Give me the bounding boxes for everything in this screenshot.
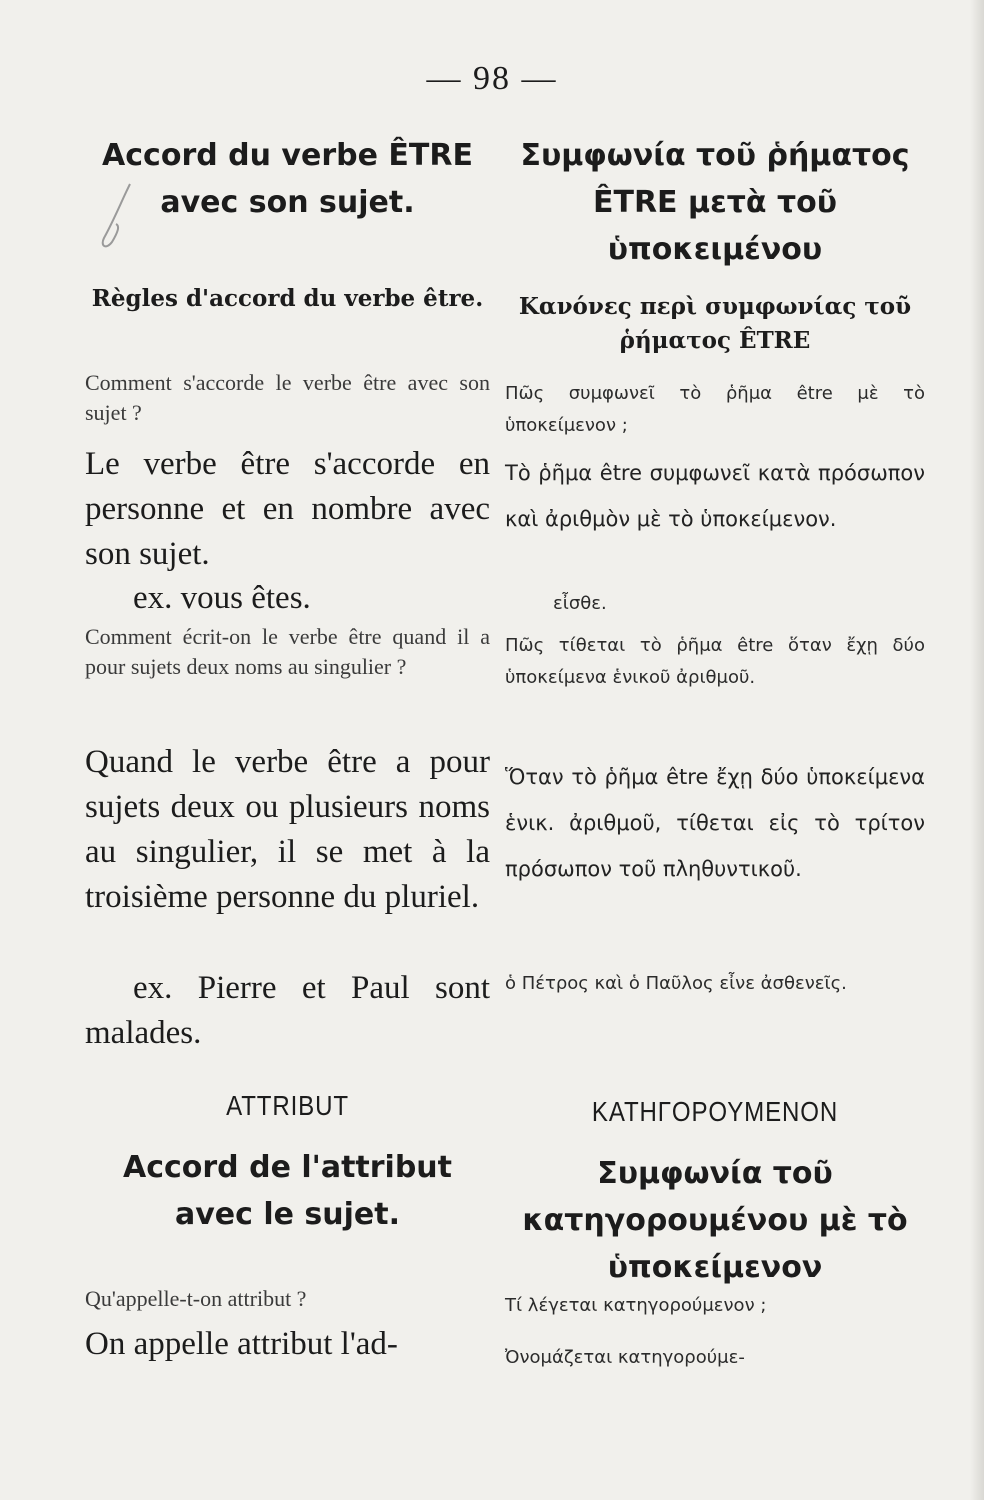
greek-section-heading: ΚΑΤΗΓΟΡΟΥΜΕΝΟΝ [591,1096,839,1127]
greek-example-1: εἶσθε. [553,593,607,614]
french-example-1: ex. vous êtes. [133,580,311,616]
french-section-heading: ATTRIBUT [226,1090,349,1121]
greek-question-3: Τί λέγεται κατηγορούμενον ; [505,1295,767,1316]
greek-title: Συμφωνία τοῦ ῥήματος ÊTRE μετὰ τοῦ ὑποκειμένου [520,138,910,267]
greek-example-2: ὁ Πέτρος καὶ ὁ Παῦλος εἶνε ἀσθενεῖς. [505,973,847,994]
greek-title-2: Συμφωνία τοῦ κατηγορουμένου μὲ τὸ ὑποκείμενον [522,1156,908,1285]
greek-question-2: Πῶς τίθεται τὸ ῥῆμα être ὅταν ἔχῃ δύο ὑποκείμενα ἑνικοῦ ἀριθμοῦ. [505,635,925,688]
greek-rules-title: Κανόνες περὶ συμφωνίας τοῦ ῥήματος ÊTRE [518,293,912,354]
french-example-2: ex. Pierre et Paul sont malades. [85,970,490,1051]
french-question-1: Comment s'accorde le verbe être avec son sujet ? [85,370,490,425]
french-question-3: Qu'appelle-t-on attribut ? [85,1286,307,1311]
greek-question-1: Πῶς συμφωνεῖ τὸ ῥῆμα être μὲ τὸ ὑποκείμενον ; [505,383,925,436]
french-title: Accord du verbe ÊTRE avec son sujet. [102,138,473,220]
french-title-2: Accord de l'attribut avec le sujet. [122,1150,453,1232]
greek-answer-3: Ὀνομάζεται κατηγορούμε- [505,1347,745,1368]
page-edge [970,0,984,1500]
greek-answer-2: Ὅταν τὸ ῥῆμα être ἔχῃ δύο ὑποκείμενα ἑνικ. ἀριθμοῦ, τίθεται εἰς τὸ τρίτον πρόσωπον τοῦ πληθυντικοῦ. [505,765,925,881]
french-answer-3: On appelle attribut l'ad- [85,1326,398,1362]
french-rules-title: Règles d'accord du verbe être. [91,285,484,312]
page-number: — 98 — [426,60,558,97]
french-answer-2: Quand le verbe être a pour sujets deux ou plusieurs noms au singulier, il se met à la troisième personne du pluriel. [85,744,490,915]
french-question-2: Comment écrit-on le verbe être quand il a pour sujets deux noms au singulier ? [85,624,490,679]
french-answer-1: Le verbe être s'accorde en personne et en nombre avec son sujet. [85,446,490,572]
greek-answer-1: Τὸ ῥῆμα être συμφωνεῖ κατὰ πρόσωπον καὶ ἀριθμὸν μὲ τὸ ὑποκείμενον. [505,461,925,531]
